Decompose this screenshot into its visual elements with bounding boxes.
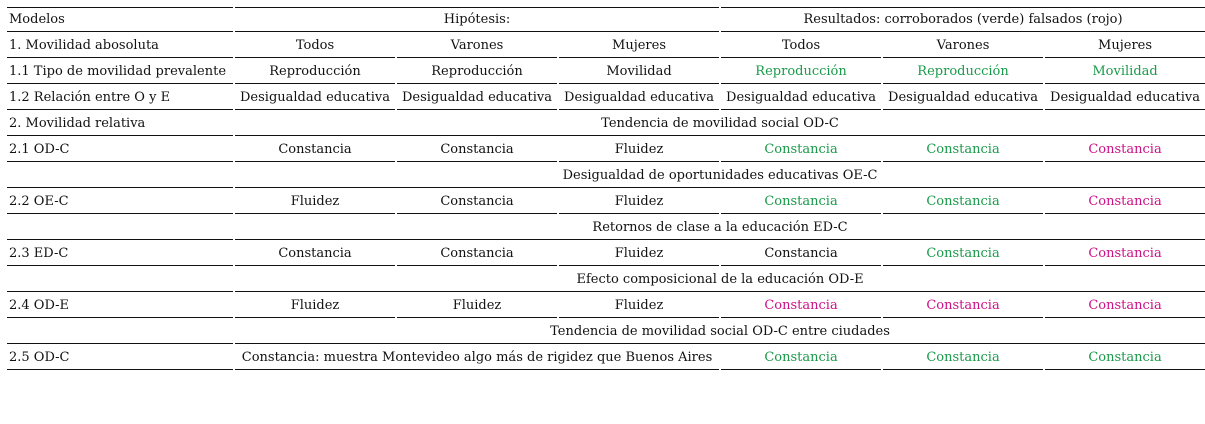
hypothesis-cell: Constancia bbox=[397, 190, 557, 214]
hyp-col-men: Varones bbox=[397, 34, 557, 58]
row-label: 2.5 OD-C bbox=[7, 346, 233, 370]
section-subtitle: Efecto composicional de la educación OD-E bbox=[235, 268, 1205, 292]
empty-cell bbox=[7, 164, 233, 188]
result-cell: Constancia bbox=[721, 242, 881, 266]
empty-cell bbox=[7, 320, 233, 344]
result-cell: Desigualdad educativa bbox=[1045, 86, 1205, 110]
result-cell: Constancia bbox=[1045, 138, 1205, 162]
table-row bbox=[7, 294, 1205, 318]
section-subtitle: Desigualdad de oportunidades educativas OE-C bbox=[235, 164, 1205, 188]
result-cell: Constancia bbox=[883, 190, 1043, 214]
hyp-col-women: Mujeres bbox=[559, 34, 719, 58]
row-label: 2.4 OD-E bbox=[7, 294, 233, 318]
hypothesis-cell: Constancia bbox=[235, 138, 395, 162]
hypothesis-cell: Movilidad bbox=[559, 60, 719, 84]
hypothesis-cell: Reproducción bbox=[397, 60, 557, 84]
hypothesis-cell: Desigualdad educativa bbox=[397, 86, 557, 110]
hypothesis-cell: Constancia bbox=[397, 242, 557, 266]
empty-cell bbox=[7, 268, 233, 292]
group-row bbox=[7, 34, 1205, 58]
row-label: 1.2 Relación entre O y E bbox=[7, 86, 233, 110]
result-cell: Constancia bbox=[1045, 346, 1205, 370]
results-table bbox=[5, 5, 1205, 372]
section-relative-mobility: 2. Movilidad relativa bbox=[7, 112, 233, 136]
hypothesis-cell: Fluidez bbox=[397, 294, 557, 318]
section-absolute-mobility: 1. Movilidad abosoluta bbox=[7, 34, 233, 58]
res-col-all: Todos bbox=[721, 34, 881, 58]
table-row bbox=[7, 86, 1205, 110]
hypothesis-cell: Fluidez bbox=[235, 190, 395, 214]
hypothesis-cell: Fluidez bbox=[235, 294, 395, 318]
header-row bbox=[7, 7, 1205, 32]
table-row bbox=[7, 138, 1205, 162]
result-cell: Constancia bbox=[721, 190, 881, 214]
row-label: 1.1 Tipo de movilidad prevalente bbox=[7, 60, 233, 84]
result-cell: Constancia bbox=[883, 346, 1043, 370]
hypothesis-cell: Desigualdad educativa bbox=[235, 86, 395, 110]
hypothesis-cell: Desigualdad educativa bbox=[559, 86, 719, 110]
hypothesis-cell: Constancia bbox=[397, 138, 557, 162]
res-col-men: Varones bbox=[883, 34, 1043, 58]
section-row bbox=[7, 112, 1205, 136]
hypothesis-cell: Fluidez bbox=[559, 242, 719, 266]
hypothesis-cell: Fluidez bbox=[559, 294, 719, 318]
result-cell: Constancia bbox=[1045, 294, 1205, 318]
subtitle-row bbox=[7, 216, 1205, 240]
result-cell: Constancia bbox=[721, 138, 881, 162]
res-col-women: Mujeres bbox=[1045, 34, 1205, 58]
table-row bbox=[7, 346, 1205, 370]
result-cell: Reproducción bbox=[721, 60, 881, 84]
result-cell: Desigualdad educativa bbox=[721, 86, 881, 110]
result-cell: Reproducción bbox=[883, 60, 1043, 84]
result-cell: Constancia bbox=[883, 294, 1043, 318]
result-cell: Constancia bbox=[1045, 190, 1205, 214]
hypotheses-header: Hipótesis: bbox=[235, 7, 719, 32]
section-subtitle: Retornos de clase a la educación ED-C bbox=[235, 216, 1205, 240]
hypothesis-cell: Reproducción bbox=[235, 60, 395, 84]
hypothesis-cell: Constancia: muestra Montevideo algo más de rigidez que Buenos Aires bbox=[235, 346, 719, 370]
subtitle-row bbox=[7, 268, 1205, 292]
subtitle-row bbox=[7, 164, 1205, 188]
hyp-col-all: Todos bbox=[235, 34, 395, 58]
result-cell: Constancia bbox=[1045, 242, 1205, 266]
results-header: Resultados: corroborados (verde) falsados (rojo) bbox=[721, 7, 1205, 32]
result-cell: Constancia bbox=[721, 294, 881, 318]
row-label: 2.2 OE-C bbox=[7, 190, 233, 214]
table-row bbox=[7, 60, 1205, 84]
row-label: 2.3 ED-C bbox=[7, 242, 233, 266]
result-cell: Constancia bbox=[883, 138, 1043, 162]
hypothesis-cell: Constancia bbox=[235, 242, 395, 266]
empty-cell bbox=[7, 216, 233, 240]
result-cell: Constancia bbox=[883, 242, 1043, 266]
hypothesis-cell: Fluidez bbox=[559, 190, 719, 214]
table-row bbox=[7, 190, 1205, 214]
result-cell: Movilidad bbox=[1045, 60, 1205, 84]
section-subtitle: Tendencia de movilidad social OD-C entre ciudades bbox=[235, 320, 1205, 344]
result-cell: Desigualdad educativa bbox=[883, 86, 1043, 110]
models-header: Modelos bbox=[7, 7, 233, 32]
result-cell: Constancia bbox=[721, 346, 881, 370]
row-label: 2.1 OD-C bbox=[7, 138, 233, 162]
table-row bbox=[7, 242, 1205, 266]
section-subtitle: Tendencia de movilidad social OD-C bbox=[235, 112, 1205, 136]
subtitle-row bbox=[7, 320, 1205, 344]
hypothesis-cell: Fluidez bbox=[559, 138, 719, 162]
